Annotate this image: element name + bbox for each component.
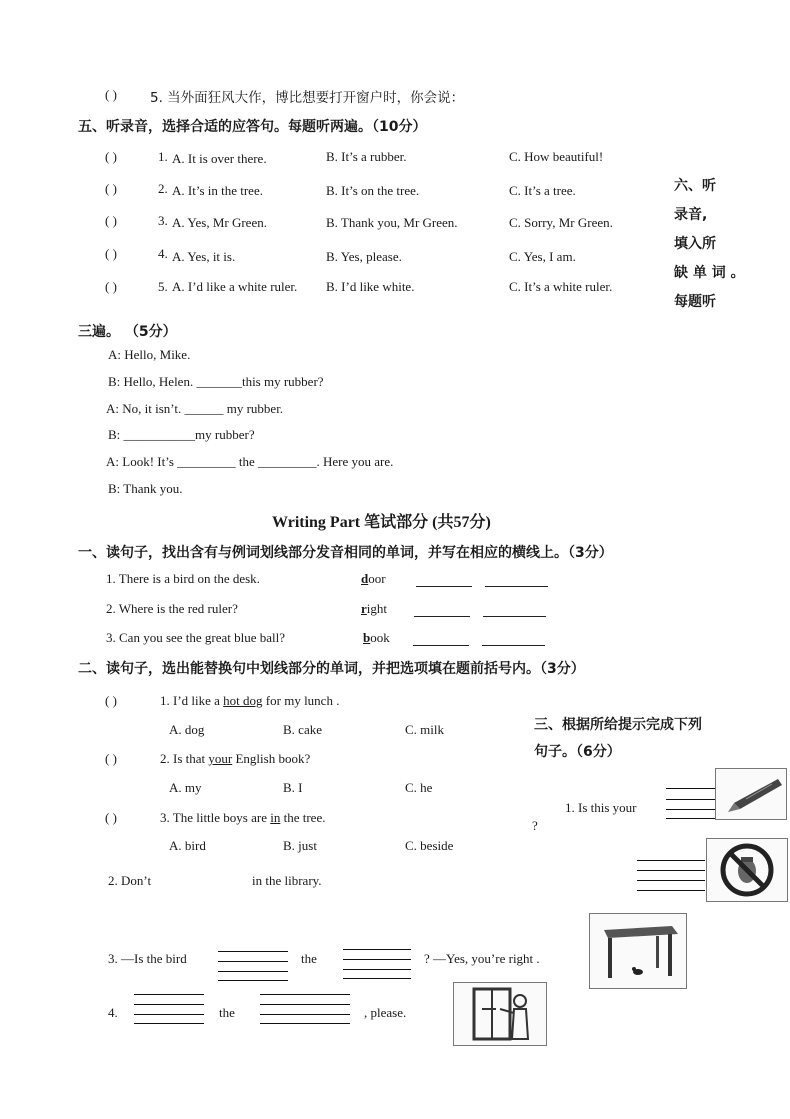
w3-q2-line-1[interactable] (637, 860, 705, 861)
w2-q3-underlined: in (270, 810, 281, 825)
w1-sentence-3: 3. Can you see the great blue ball? (106, 630, 286, 645)
w2-q2-post: English book? (232, 751, 311, 766)
w3-q4-line2-2[interactable] (260, 1004, 350, 1005)
w2-q3-pre: 3. The little boys are (160, 810, 271, 825)
w3-q4-line1-2[interactable] (134, 1004, 204, 1005)
w1-blank-1b[interactable] (485, 586, 548, 587)
bird-under-table-picture (589, 913, 687, 989)
s5-opt-c-1: C. How beautiful! (509, 149, 604, 164)
s5-opt-c-3: C. Sorry, Mr Green. (509, 215, 613, 230)
s5-opt-c-2: C. It’s a tree. (509, 183, 576, 198)
dialog-line-5: A: Look! It’s _________ the _________. Here you are. (106, 454, 394, 469)
writing-part-title: Writing Part 笔试部分 (共57分) (272, 514, 491, 531)
w3-q3-line2-1[interactable] (343, 949, 411, 950)
close-window-picture (453, 982, 547, 1046)
w3-q3-pre: 3. —Is the bird (108, 951, 187, 966)
w2-q1 (160, 693, 339, 709)
w2-paren-2: ( ) (105, 751, 117, 766)
w3-q3-line2-3[interactable] (343, 969, 411, 970)
w3-q3-line1-2[interactable] (218, 961, 288, 962)
sec6-side-1: 六、听 (674, 178, 716, 194)
w3-q2-post: in the library. (252, 873, 322, 888)
w2-q2-c: C. he (405, 780, 433, 795)
w1-example-3-key: b (363, 630, 371, 645)
w2-heading: 二、读句子，选出能替换句中划线部分的单词，并把选项填在题前括号内。（3分） (78, 661, 585, 677)
w2-q1-post: for my lunch . (262, 693, 340, 708)
w1-blank-2a[interactable] (414, 616, 470, 617)
s5-opt-a-2: A. It’s in the tree. (172, 183, 263, 198)
w3-q4-line1-4[interactable] (134, 1023, 204, 1024)
w2-q3-a: A. bird (169, 838, 206, 853)
w1-sentence-1: 1. There is a bird on the desk. (106, 571, 260, 586)
w1-blank-3b[interactable] (482, 645, 545, 646)
s5-opt-b-2: B. It’s on the tree. (326, 183, 420, 198)
w3-q4-line2-1[interactable] (260, 994, 350, 995)
s5-opt-a-1: A. It is over there. (172, 151, 267, 166)
w3-q4-line2-3[interactable] (260, 1014, 350, 1015)
w2-q1-pre: 1. I’d like a (160, 693, 224, 708)
w3-q4-line2-4[interactable] (260, 1023, 350, 1024)
w2-q2-a: A. my (169, 780, 202, 795)
dialog-line-3: A: No, it isn’t. ______ my rubber. (106, 401, 284, 416)
s5-paren-5: ( ) (105, 279, 117, 294)
w2-q2-pre: 2. Is that (160, 751, 209, 766)
s5-num-2: 2. (158, 181, 168, 196)
w3-q4-pre: 4. (108, 1005, 118, 1020)
w3-q3-line1-4[interactable] (218, 980, 288, 981)
w3-q1-text: 1. Is this your (565, 800, 637, 815)
s5-num-4: 4. (158, 246, 168, 261)
sec6-side-2: 录音, (674, 207, 708, 223)
w2-q3-c: C. beside (405, 838, 454, 853)
w3-q3-line1-1[interactable] (218, 951, 288, 952)
w1-example-3 (363, 630, 390, 646)
w1-example-2-rest: ight (366, 601, 388, 616)
w3-heading-1: 三、根据所给提示完成下列 (534, 717, 702, 733)
w2-q1-b: B. cake (283, 722, 322, 737)
s5-paren-2: ( ) (105, 181, 117, 196)
w2-q1-c: C. milk (405, 722, 445, 737)
w2-q2 (160, 751, 310, 767)
w3-q2-line-2[interactable] (637, 870, 705, 871)
w1-example-1-key: d (361, 571, 369, 586)
w3-q4-line1-3[interactable] (134, 1014, 204, 1015)
w1-blank-2b[interactable] (483, 616, 546, 617)
w3-q2-line-3[interactable] (637, 880, 705, 881)
w3-heading-2: 句子。（6分） (534, 744, 621, 760)
w3-q2-pre: 2. Don’t (108, 873, 152, 888)
w3-q4-post: , please. (364, 1005, 407, 1020)
s5-opt-b-4: B. Yes, please. (326, 249, 402, 264)
s5-opt-b-5: B. I’d like white. (326, 279, 415, 294)
no-eating-sign (706, 838, 788, 902)
s5-opt-b-1: B. It’s a rubber. (326, 149, 407, 164)
table-bird-icon (590, 914, 686, 988)
w1-example-1 (361, 571, 386, 587)
w2-q2-b: B. I (283, 780, 303, 795)
w3-q1-end: ? (532, 818, 538, 833)
w1-example-1-rest: oor (368, 571, 386, 586)
w3-q3-mid: the (301, 951, 317, 966)
s5-num-3: 3. (158, 213, 168, 228)
sec6-side-3: 填入所 (674, 236, 716, 252)
w2-q1-a: A. dog (169, 722, 205, 737)
w3-q4-line1-1[interactable] (134, 994, 204, 995)
section5-heading: 五、听录音，选择合适的应答句。每题听两遍。（10分） (78, 119, 427, 135)
w2-q1-underlined: hot dog (223, 693, 263, 708)
no-food-icon (707, 839, 787, 901)
s5-opt-c-4: C. Yes, I am. (509, 249, 576, 264)
s5-paren-3: ( ) (105, 213, 117, 228)
w3-q2-line-4[interactable] (637, 890, 705, 891)
w2-paren-3: ( ) (105, 810, 117, 825)
w1-example-2 (361, 601, 387, 617)
w3-q3-line2-2[interactable] (343, 959, 411, 960)
w2-q3-b: B. just (283, 838, 317, 853)
w3-q4-mid: the (219, 1005, 235, 1020)
w2-q2-underlined: your (208, 751, 233, 766)
window-icon (454, 983, 546, 1045)
w3-q3-post: ? —Yes, you’re right . (424, 951, 540, 966)
sec6-side-4: 缺 单 词 。 (674, 265, 745, 281)
w1-heading: 一、读句子，找出含有与例词划线部分发音相同的单词，并写在相应的横线上。（3分） (78, 545, 613, 561)
s5-opt-a-3: A. Yes, Mr Green. (172, 215, 267, 230)
q5-text: 5. 当外面狂风大作，博比想要打开窗户时，你会说： (150, 90, 465, 106)
dialog-line-1: A: Hello, Mike. (108, 347, 191, 362)
w1-blank-3a[interactable] (413, 645, 469, 646)
pen-picture (715, 768, 787, 820)
dialog-line-2: B: Hello, Helen. _______this my rubber? (108, 374, 324, 389)
sec6-side-5: 每题听 (674, 294, 716, 310)
pen-icon (716, 769, 786, 819)
s5-num-1: 1. (158, 149, 168, 164)
w3-q3-line2-4[interactable] (343, 978, 411, 979)
w1-example-3-rest: ook (370, 630, 390, 645)
s5-opt-a-5: A. I’d like a white ruler. (172, 279, 298, 294)
s5-opt-b-3: B. Thank you, Mr Green. (326, 215, 458, 230)
w2-paren-1: ( ) (105, 693, 117, 708)
w1-example-2-key: r (361, 601, 367, 616)
q5-paren: ( ) (105, 87, 117, 102)
w1-sentence-2: 2. Where is the red ruler? (106, 601, 238, 616)
s5-paren-1: ( ) (105, 149, 117, 164)
w2-q3 (160, 810, 325, 826)
s5-opt-a-4: A. Yes, it is. (172, 249, 236, 264)
s5-num-5: 5. (158, 279, 168, 294)
w2-q3-post: the tree. (280, 810, 326, 825)
w3-q3-line1-3[interactable] (218, 971, 288, 972)
dialog-line-4: B: ___________my rubber? (108, 427, 255, 442)
w1-blank-1a[interactable] (416, 586, 472, 587)
s5-opt-c-5: C. It’s a white ruler. (509, 279, 613, 294)
sec6-continued: 三遍。 （5分） (78, 324, 177, 340)
s5-paren-4: ( ) (105, 246, 117, 261)
dialog-line-6: B: Thank you. (108, 481, 183, 496)
